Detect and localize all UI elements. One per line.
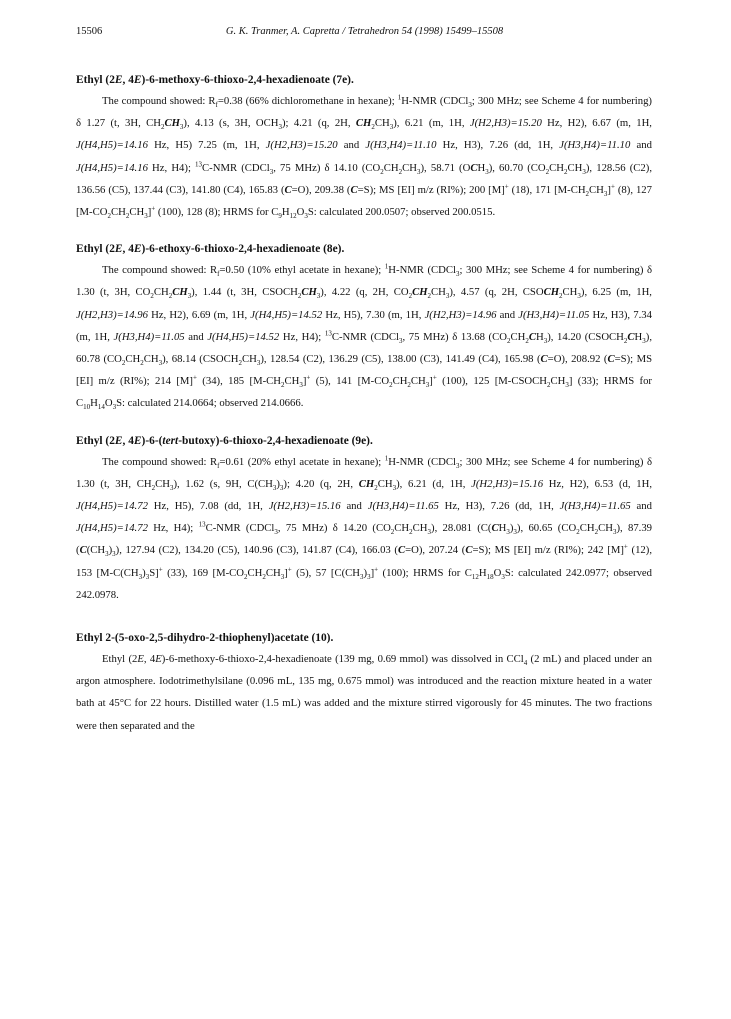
section-title: Ethyl (2E, 4E)-6-(tert-butoxy)-6-thioxo-2,4-hexadienoate (9e). bbox=[76, 434, 373, 447]
page-number: 15506 bbox=[76, 26, 103, 37]
section-7e bbox=[76, 74, 652, 223]
section-title: Ethyl (2E, 4E)-6-methoxy-6-thioxo-2,4-hexadienoate (7e). bbox=[76, 74, 354, 86]
page-header bbox=[76, 26, 653, 42]
section-title: Ethyl (2E, 4E)-6-ethoxy-6-thioxo-2,4-hexadienoate (8e). bbox=[76, 243, 345, 256]
section-text: The compound showed: $R_f=0.50$ (10% ethyl acetate in hexane); $^1$H-NMR (CDCl$_3$; 300 MHz; see Scheme 4 for numbering) δ 1.30 (t, 3H, $CO_2CH_2CH_3$), 1.44 (t, 3H, $CSOCH_2CH_3$), 4.22 (q, 2H, $CO_2CH_2CH_3$), 4.57 (q, 2H, $CSOCH_2CH_3$), 6.25 (m, 1H, J(H2,H3)=14.96 Hz, H2), 6.69 (m, 1H, J(H4,H5)=14.52 Hz, H5), 7.30 (m, 1H, J(H2,H3)=14.96 and J(H3,H4)=11.05 Hz, H3), 7.34 (m, 1H, J(H3,H4)=11.05 and J(H4,H5)=14.52 Hz, H4); $^{13}$C-NMR (CDCl$_3$, 75 MHz) δ 13.68 $(CO_2CH_2CH_3)$, 14.20 $(CSOCH_2CH_3)$, 60.78 $(CO_2CH_2CH_3)$, 68.14 $(CSOCH_2CH_3)$, 128.54 (C2), 136.29 (C5), 138.00 (C3), 141.49 (C4), 165.98 (C=O), 208.92 (C=S); MS [EI] m/z (RI%); 214 [M]+ (34), 185 $[M-CH_2CH_3]^+$ (5), 141 $[M-CO_2CH_2CH_3]^+$ (100), 125 $[M-CSOCH_2CH_3]$ (33); HRMS for $C_{10}H_{14}O_3S$: calculated 214.0664; observed 214.0666. bbox=[76, 262, 653, 412]
section-text: The compound showed: $R_f=0.61$ (20% ethyl acetate in hexane); $^1$H-NMR (CDCl$_3$; 300 MHz; see Scheme 4 for numbering) δ 1.30 (t, 3H, $CH_2CH_3$), 1.62 (s, 9H, $C(CH_3)_3$); 4.20 (q, 2H, $CH_2CH_3$), 6.21 (d, 1H, J(H2,H3)=15.16 Hz, H2), 6.53 (d, 1H, J(H4,H5)=14.72 Hz, H5), 7.08 (dd, 1H, J(H2,H3)=15.16 and J(H3,H4)=11.65 Hz, H3), 7.26 (dd, 1H, J(H3,H4)=11.65 and J(H4,H5)=14.72 Hz, H4); $^{13}$C-NMR (CDCl$_3$, 75 MHz) δ 14.20 $(CO_2CH_2CH_3)$, 28.081 $(C(CH_3)_3)$, 60.65 $(CO_2CH_2CH_3)$, 87.39 $(C(CH_3)_3)$, 127.94 (C2), 134.20 (C5), 140.96 (C3), 141.87 (C4), 166.03 (C=O), 207.24 (C=S); MS [EI] m/z (RI%); 242 [M]+ (12), 153 $[M-C(CH_3)_3S]^+$ (33), 169 $[M-CO_2CH_2CH_3]^+$ (5), 57 $[C(CH_3)_3]^+$ (100); HRMS for $C_{12}H_{18}O_3S$: calculated 242.0977; observed 242.0978. bbox=[76, 454, 653, 601]
article-body bbox=[76, 74, 652, 757]
section-text: Ethyl (2E, 4E)-6-methoxy-6-thioxo-2,4-hexadienoate (139 mg, 0.69 mmol) was dissolved in CCl$_4$ (2 mL) and placed under an argon atmosphere. Iodotrimethylsilane (0.096 mL, 135 mg, 0.675 mmol) was introduced and the reaction mixture heated in a water bath at 45°C for 22 hours. Distilled water (1.5 mL) was added and the mixture stirred vigorously for 45 minutes. The two fractions were then separated and the bbox=[76, 653, 653, 732]
section-text: The compound showed: $R_f=0.38$ (66% dichloromethane in hexane); $^1$H-NMR (CDCl$_3$; 300 MHz; see Scheme 4 for numbering) δ 1.27 (t, 3H, $CH_2CH_3$), 4.13 (s, 3H, $OCH_3$); 4.21 (q, 2H, $CH_2CH_3$), 6.21 (m, 1H, J(H2,H3)=15.20 Hz, H2), 6.67 (m, 1H, J(H4,H5)=14.16 Hz, H5) 7.25 (m, 1H, J(H2,H3)=15.20 and J(H3,H4)=11.10 Hz, H3), 7.26 (dd, 1H, J(H3,H4)=11.10 and J(H4,H5)=14.16 Hz, H4); $^{13}$C-NMR (CDCl$_3$, 75 MHz) δ 14.10 $(CO_2CH_2CH_3)$, 58.71 $(OCH_3)$, 60.70 $(CO_2CH_2CH_3)$, 128.56 (C2), 136.56 (C5), 137.44 (C3), 141.80 (C4), 165.83 (C=O), 209.38 (C=S); MS [EI] m/z (RI%); 200 [M]+ (18), 171 $[M-CH_2CH_3]^+$ (8), 127 $[M-CO_2CH_2CH_3]^+$ (100), 128 (8); HRMS for $C_9H_{12}O_3S$: calculated 200.0507; observed 200.0515. bbox=[76, 93, 653, 221]
section-8e bbox=[76, 243, 652, 414]
running-head: G. K. Tranmer, A. Capretta / Tetrahedron 54 (1998) 15499–15508 bbox=[225, 26, 504, 37]
section-title: Ethyl 2-(5-oxo-2,5-dihydro-2-thiophenyl)acetate (10). bbox=[76, 632, 334, 645]
section-10 bbox=[76, 632, 652, 737]
section-9e bbox=[76, 435, 652, 606]
